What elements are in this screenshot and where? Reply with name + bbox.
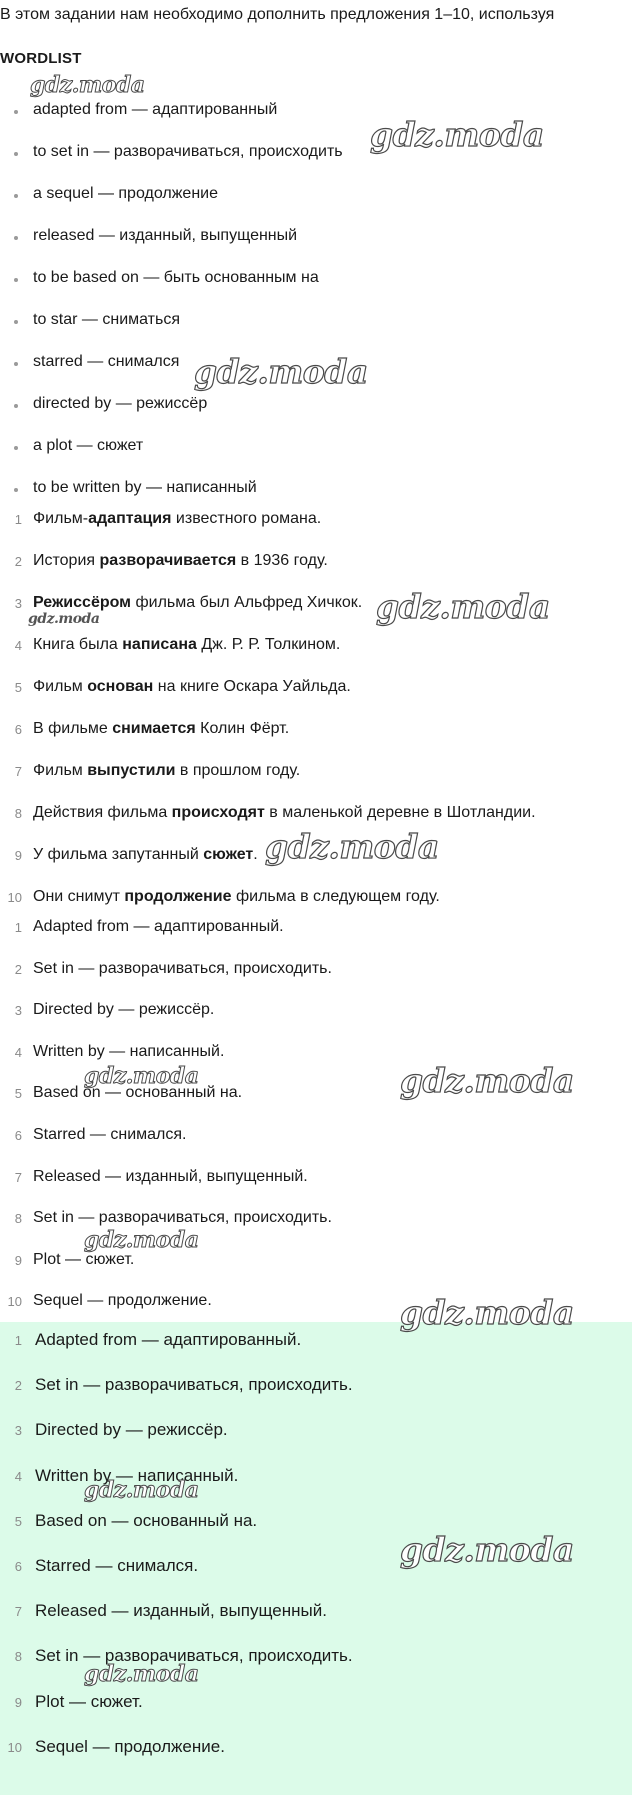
exercise-item: 7 Фильм выпустили в прошлом году. xyxy=(0,762,632,804)
watermark: gdz.moda xyxy=(84,1227,199,1253)
answer-list xyxy=(0,918,632,1334)
wordlist-item: a sequel — продолжение xyxy=(0,185,632,227)
item-number: 5 xyxy=(14,680,22,695)
bullet-icon xyxy=(14,152,18,156)
item-number: 7 xyxy=(14,1169,22,1185)
item-number: 10 xyxy=(7,1294,22,1310)
answer-item: 1 Adapted from — адаптированный. xyxy=(0,918,632,960)
item-number: 8 xyxy=(14,1649,22,1665)
item-number: 5 xyxy=(14,1513,22,1529)
wordlist xyxy=(0,101,632,521)
answer-item: 10 Sequel — продолжение. xyxy=(0,1737,632,1782)
item-number: 6 xyxy=(14,722,22,737)
wordlist-item: to set in — разворачиваться, происходить xyxy=(0,143,632,185)
watermark: gdz.moda xyxy=(84,1063,199,1089)
answer-item: 6 Starred — снимался. xyxy=(0,1556,632,1601)
item-number: 7 xyxy=(14,764,22,779)
item-number: 4 xyxy=(14,1468,22,1484)
item-number: 6 xyxy=(14,1127,22,1143)
exercise-item: 9 У фильма запутанный сюжет. xyxy=(0,846,632,888)
item-number: 1 xyxy=(14,512,22,527)
answer-word: продолжение xyxy=(124,888,232,905)
answer-word: Режиссёром xyxy=(33,594,132,611)
watermark: gdz.moda xyxy=(400,1530,574,1569)
item-number: 2 xyxy=(14,1378,22,1394)
answer-item: 7 Released — изданный, выпущенный. xyxy=(0,1601,632,1646)
item-number: 9 xyxy=(14,1252,22,1268)
wordlist-item: to be based on — быть основанным на xyxy=(0,269,632,311)
watermark: gdz.moda xyxy=(84,1661,199,1687)
answer-item: 2 Set in — разворачиваться, происходить. xyxy=(0,960,632,1002)
answer-item: 9 Plot — сюжет. xyxy=(0,1692,632,1737)
bullet-icon xyxy=(14,320,18,324)
item-number: 4 xyxy=(14,638,22,653)
answer-word: адаптация xyxy=(88,510,172,527)
answer-item: 9 Plot — сюжет. xyxy=(0,1251,632,1293)
watermark: gdz.moda xyxy=(400,1061,574,1100)
exercise-item: 4 Книга была написана Дж. Р. Р. Толкином. xyxy=(0,636,632,678)
answer-item: 10 Sequel — продолжение. xyxy=(0,1292,632,1334)
answer-word: разворачивается xyxy=(99,552,237,569)
watermark: gdz.moda xyxy=(265,827,439,866)
item-number: 9 xyxy=(14,848,22,863)
watermark: gdz.moda xyxy=(400,1293,574,1332)
wordlist-item: released — изданный, выпущенный xyxy=(0,227,632,269)
intro-text: В этом задании нам необходимо дополнить предложения 1–10, используя xyxy=(0,6,555,23)
item-number: 3 xyxy=(14,596,22,611)
answer-item: 1 Adapted from — адаптированный. xyxy=(0,1330,632,1375)
item-number: 3 xyxy=(14,1423,22,1439)
answer-item: 2 Set in — разворачиваться, происходить. xyxy=(0,1375,632,1420)
bullet-icon xyxy=(14,446,18,450)
item-number: 1 xyxy=(14,1333,22,1348)
bullet-icon xyxy=(14,278,18,282)
answer-item: 5 Based on — основанный на. xyxy=(0,1084,632,1126)
watermark: gdz.moda xyxy=(376,587,550,626)
answer-word: выпустили xyxy=(87,762,176,779)
wordlist-item: to star — сниматься xyxy=(0,311,632,353)
bullet-icon xyxy=(14,236,18,240)
item-number: 10 xyxy=(7,1739,22,1755)
answer-item: 4 Written by — написанный. xyxy=(0,1043,632,1085)
watermark: gdz.moda xyxy=(370,115,544,154)
wordlist-item: starred — снимался xyxy=(0,353,632,395)
answer-word: сюжет xyxy=(203,846,254,863)
item-number: 3 xyxy=(14,1003,22,1019)
wordlist-item: to be written by — написанный xyxy=(0,479,632,521)
item-number: 8 xyxy=(14,1211,22,1227)
wordlist-item: adapted from — адаптированный xyxy=(0,101,632,143)
exercise-item: 8 Действия фильма происходят в маленькой деревне в Шотландии. xyxy=(0,804,632,846)
watermark: gdz.moda xyxy=(84,1477,199,1503)
answer-item: 6 Starred — снимался. xyxy=(0,1126,632,1168)
answer-item: 5 Based on — основанный на. xyxy=(0,1511,632,1556)
watermark: gdz.moda xyxy=(28,611,100,627)
item-number: 6 xyxy=(14,1558,22,1574)
item-number: 4 xyxy=(14,1044,22,1060)
exercise-item: 6 В фильме снимается Колин Фёрт. xyxy=(0,720,632,762)
wordlist-item: directed by — режиссёр xyxy=(0,395,632,437)
item-number: 1 xyxy=(14,920,22,935)
answer-item: 4 Written by — написанный. xyxy=(0,1466,632,1511)
bullet-icon xyxy=(14,110,18,114)
exercise-item: 3 Режиссёром фильма был Альфред Хичкок. xyxy=(0,594,632,636)
exercise-item: 2 История разворачивается в 1936 году. xyxy=(0,552,632,594)
exercise-item: 5 Фильм основан на книге Оскара Уайльда. xyxy=(0,678,632,720)
answer-word: снимается xyxy=(112,720,196,737)
item-number: 7 xyxy=(14,1604,22,1620)
answer-word: основан xyxy=(87,678,154,695)
answer-item: 8 Set in — разворачиваться, происходить. xyxy=(0,1209,632,1251)
answer-item: 3 Directed by — режиссёр. xyxy=(0,1001,632,1043)
item-number: 10 xyxy=(7,890,22,905)
item-number: 9 xyxy=(14,1694,22,1710)
wordlist-heading: WORDLIST xyxy=(0,50,82,67)
answer-word: написана xyxy=(122,636,197,653)
bullet-icon xyxy=(14,404,18,408)
bullet-icon xyxy=(14,362,18,366)
exercise-list xyxy=(0,510,632,930)
exercise-item: 1 Фильм-адаптация известного романа. xyxy=(0,510,632,552)
bullet-icon xyxy=(14,488,18,492)
item-number: 5 xyxy=(14,1086,22,1102)
answer-word: происходят xyxy=(171,804,265,821)
wordlist-item: a plot — сюжет xyxy=(0,437,632,479)
answer-item: 7 Released — изданный, выпущенный. xyxy=(0,1168,632,1210)
answer-item: 8 Set in — разворачиваться, происходить. xyxy=(0,1646,632,1691)
bullet-icon xyxy=(14,194,18,198)
watermark: gdz.moda xyxy=(30,72,145,98)
item-number: 2 xyxy=(14,961,22,977)
watermark: gdz.moda xyxy=(194,352,368,391)
exercise-item: 10 Они снимут продолжение фильма в следующем году. xyxy=(0,888,632,930)
answer-item: 3 Directed by — режиссёр. xyxy=(0,1420,632,1465)
item-number: 2 xyxy=(14,554,22,569)
item-number: 8 xyxy=(14,806,22,821)
